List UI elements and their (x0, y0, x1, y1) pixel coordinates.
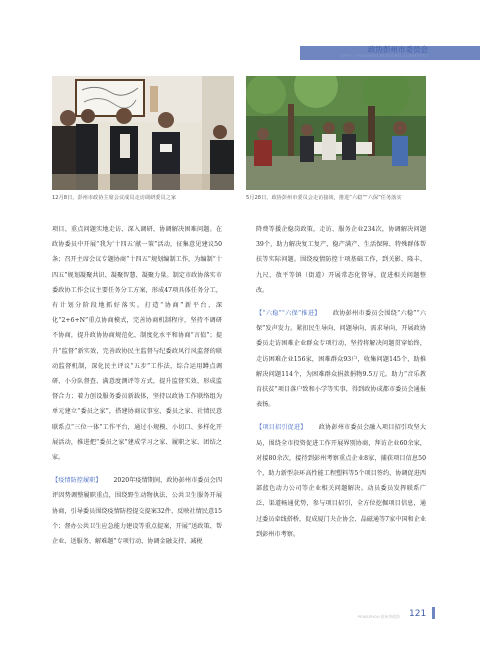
paragraph-text: 2020年疫情期间，政协彭州市委员会四评因势调整履职重点，围绕野生动物执法、公共卫生服务开展协商，引导委员围绕疫情防控提交提案32件、反映社情民意15个；督办公共卫生应急能力建设等重点提案，开展“送政策、帮企业、送服务、解难题”专项行动，协调金融支持、减税 (52, 477, 222, 546)
footer-mark: PENGZHOU 彭州市政协 (358, 614, 400, 619)
photo-committee-visit-image (52, 76, 234, 190)
photo-outdoor-meeting-image (246, 76, 426, 190)
section-heading: 【疫情防控履职】 (52, 477, 102, 485)
photo-outdoor-meeting (246, 76, 426, 190)
photo-caption-left: 12月8日，彭州市政协主席会议成员走访调研委员之家 (52, 195, 177, 201)
paragraph: 项目、重点问题实地走访、深入调研、协调解决困难问题。在政协委员中开展“我为‘十四五’献一策”活动，征集意见建议50条；召开主席会议专题协商“十四五”规划编制工作，为编制“十四五”规划凝聚共识、凝聚智慧、凝聚力量。制定市政协落实市委政协工作会议主要任务分工方案，形成47项具体任务分工，有计划分阶段地抓好落实。打造“协商”新平台，深化“2+6+N”重点协商模式，完善协商机制程序，坚持不调研不协商，提升政协协商规范化、制度化水平和协商“言值”；提升“监督”新实效，完善政协民主监督与纪委政风行风监督的联动监督机制，深化民主评议“五步”工作法，综合运用蹲点调研、小分队督查、满意度测评等方式，提升监督实效，形成监督合力；着力创设服务委员新载体，坚持以政协工作联络组为单元建立“委员之家”，搭建协商议事室、委员之家、社情民意联系点“三位一体”工作平台，通过小规模、小切口、多样化开展活动，推进把“委员之家”建成学习之家、履职之家、团结之家。 (52, 226, 222, 462)
paragraph: 降费等援企稳岗政策，走访、服务企业234次，协调解决问题39个，助力解决复工复产、稳产满产、生活保障、特殊群体帮扶等实际问题。围绕疫情防控十项基础工作，到关影、隆丰、九尺、敖平等镇（街道）开展常态化督导，促进相关问题整改。 (256, 226, 426, 294)
paragraph-text: 政协彭州市委员会融入项目招引攻坚大局，围绕全市投资促进工作开展界别协商，拜访企业60余家，对接80余次，接待到彭州考察重点企业8家，捕获项目信息50个，助力新型杂环高性能工程塑料等5个项目签约，协调促进西部蓝色动力公司等企业相关问题解决。动员委员发挥联系广泛、渠道畅通优势，参与项目招引，全方位挖掘项目信息，通过委员牵线搭桥，促成厦门夬企协会、晶磁通等7家中国和企业到彭州市考察。 (256, 424, 426, 538)
section-heading: 【项目招引促进】 (256, 424, 307, 432)
paragraph-text: 政协彭州市委员会围绕“六稳”“六保”发声发力。紧扣民生导向、问题导向、需求导向，开展政协委员走访困难企业群众专项行动，坚持将解决问题贯穿始终，走访困难企业156家，困难群众93户，收集问题145个，助推解决问题114个，为困难群众捐款捐物9.5万元。助力“音乐教育扶贫”项目落户致和小学等实事，得到政协成都市委员会通报表扬。 (256, 310, 426, 409)
photo-committee-visit (52, 76, 234, 190)
paragraph (256, 306, 426, 412)
header-subtitle: CPPCC PENGZHOU MUNICIPAL COMMITTEE (340, 53, 428, 58)
paragraph (256, 420, 426, 542)
paragraph (52, 473, 222, 549)
article-column-right (256, 222, 426, 542)
section-heading: 【“六稳”“六保”推进】 (256, 310, 321, 318)
page-number: 121 (409, 609, 427, 619)
header-title: 政协彭州市委员会 (368, 45, 428, 54)
photo-caption-right: 5月28日，政协彭州市委员会走访接谈，推进“六稳”“六保”任务落实 (246, 195, 402, 201)
article-column-left (52, 222, 222, 549)
page-number-bar (432, 607, 435, 619)
